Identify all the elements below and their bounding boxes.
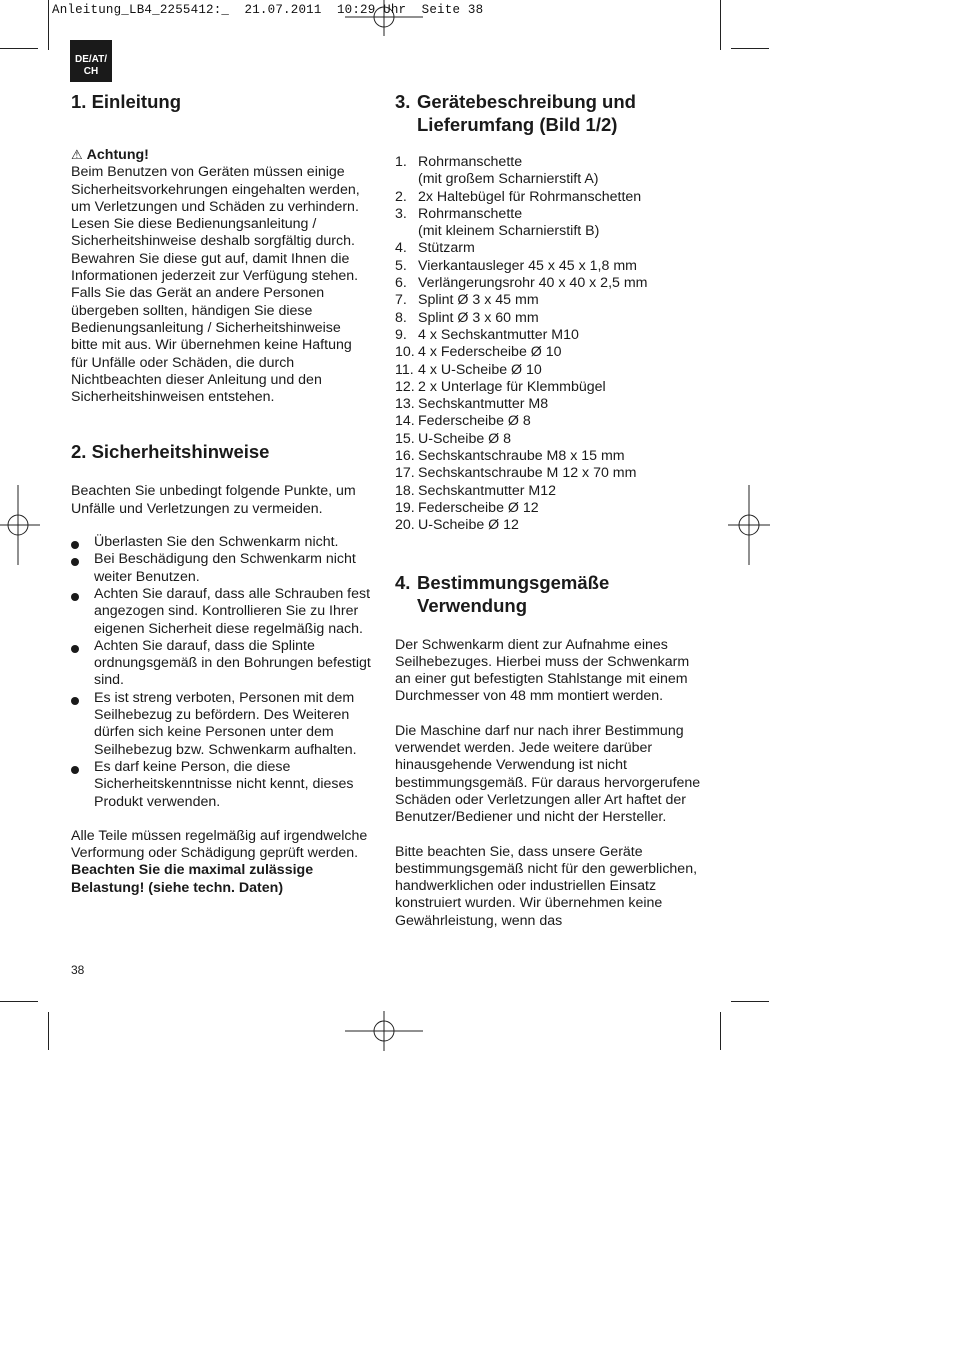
usage-paragraph-1: Der Schwenkarm dient zur Aufnahme eines Seilhebezuges. Hierbei muss der Schwenkarm an einer gut befestigten Stahlstange mit einem Durchmesser von 48 mm montiert werden. xyxy=(395,636,690,705)
registration-mark-left xyxy=(0,485,40,565)
bullet-icon xyxy=(71,697,79,705)
list-item: Achten Sie darauf, dass die Splinte ordnungsgemäß in den Bohrungen befestigt sind. xyxy=(71,638,371,690)
bullet-icon xyxy=(71,593,79,601)
usage-paragraph-2: Die Maschine darf nur nach ihrer Bestimmung verwendet werden. Jede weitere darüber hinausgehende Verwendung ist nicht bestimmungsgemäß. Für daraus hervorgerufene Schäden oder Verletzungen aller Art haftet der Benutzer/Bediener und nicht der Hersteller. xyxy=(395,722,701,826)
bullet-icon xyxy=(71,645,79,653)
parts-list xyxy=(395,154,705,535)
section-4-heading: 4. Bestimmungsgemäße Verwendung xyxy=(395,571,610,616)
section-1-heading: 1. Einleitung xyxy=(71,91,181,112)
registration-mark-top xyxy=(345,0,423,36)
registration-mark-bottom xyxy=(345,1011,423,1051)
crop-mark xyxy=(731,48,769,49)
list-item: Es darf keine Person, die diese Sicherheitskenntnisse nicht kennt, dieses Produkt verwenden. xyxy=(71,759,371,811)
bullet-icon xyxy=(71,558,79,566)
language-badge xyxy=(70,40,112,82)
print-slug: Anleitung_LB4_2255412:_ 21.07.2011 10:29 Uhr Seite 38 xyxy=(52,3,484,17)
list-item: Überlasten Sie den Schwenkarm nicht. xyxy=(71,534,371,551)
list-item: 4. Stützarm xyxy=(395,240,475,257)
crop-mark xyxy=(0,1001,38,1002)
crop-mark xyxy=(720,0,721,50)
list-item: Es ist streng verboten, Personen mit dem Seilhebezug zu befördern. Des Weiteren dürfen sich keine Personen unter dem Seilhebezug bzw. Schwenkarm aufhalten. xyxy=(71,690,371,759)
crop-mark xyxy=(731,1001,769,1002)
list-item: 2. 2x Haltebügel für Rohrmanschetten xyxy=(395,188,642,205)
list-item: 11. 4 x U-Scheibe Ø 10 xyxy=(395,361,542,378)
bullet-icon xyxy=(71,541,79,549)
list-item: 13. Sechskantmutter M8 xyxy=(395,396,549,413)
list-item: 14. Federscheibe Ø 8 xyxy=(395,413,531,430)
inspection-text: Alle Teile müssen regelmäßig auf irgendwelche Verformung oder Schädigung geprüft werden. xyxy=(71,827,368,862)
list-item: 19. Federscheibe Ø 12 xyxy=(395,499,539,516)
list-item: 17. Sechskantschraube M 12 x 70 mm xyxy=(395,465,637,482)
load-warning: Beachten Sie die maximal zulässige Belastung! (siehe techn. Daten) xyxy=(71,862,314,896)
list-item: 6. Verlängerungsrohr 40 x 40 x 2,5 mm xyxy=(395,275,648,292)
bullet-icon xyxy=(71,766,79,774)
list-item: 9. 4 x Sechskantmutter M10 xyxy=(395,326,579,343)
section-2-heading: 2. Sicherheitshinweise xyxy=(71,441,270,463)
crop-mark xyxy=(48,1012,49,1050)
list-item: Bei Beschädigung den Schwenkarm nicht weiter Benutzen. xyxy=(71,551,371,586)
list-item: 20. U-Scheibe Ø 12 xyxy=(395,517,519,534)
list-item: 5. Vierkantausleger 45 x 45 x 1,8 mm xyxy=(395,257,637,274)
crop-mark xyxy=(0,48,38,49)
list-item: 10. 4 x Federscheibe Ø 10 xyxy=(395,344,562,361)
list-item: 7. Splint Ø 3 x 45 mm xyxy=(395,292,539,309)
warning-title: ⚠ Achtung! xyxy=(71,147,149,163)
badge-line-2: CH xyxy=(83,66,99,77)
list-item: 8. Splint Ø 3 x 60 mm xyxy=(395,309,539,326)
registration-mark-right xyxy=(728,485,770,565)
list-item: 1. Rohrmanschette (mit großem Scharnierstift A) xyxy=(395,154,599,188)
safety-list xyxy=(71,534,371,811)
page-number: 38 xyxy=(71,963,85,977)
intro-text: Beim Benutzen von Geräten müssen einige Sicherheitsvorkehrungen eingehalten werden, um Verletzungen und Schäden zu verhindern. Lesen Sie diese Bedienungsanleitung / Sicherheitshinweise deshalb sorgfältig durch. Bewahren Sie diese gut auf, damit Ihnen die Informationen jederzeit zur Verfügung stehen. Falls Sie das Gerät an andere Personen übergeben sollten, händigen Sie diese Bedienungsanleitung / Sicherheitshinweise bitte mit aus. Wir übernehmen keine Haftung für Unfälle oder Schäden, die durch Nichtbeachten dieser Anleitung und den Sicherheitshinweisen entstehen. xyxy=(71,164,360,406)
warning-icon: ⚠ xyxy=(71,147,83,162)
safety-intro: Beachten Sie unbedingt folgende Punkte, um Unfälle und Verletzungen zu vermeiden. xyxy=(71,483,356,517)
crop-mark xyxy=(48,0,49,50)
badge-line-1: DE/AT/ xyxy=(74,54,108,65)
list-item: 18. Sechskantmutter M12 xyxy=(395,482,556,499)
crop-mark xyxy=(720,1012,721,1050)
usage-paragraph-3: Bitte beachten Sie, dass unsere Geräte bestimmungsgemäß nicht für den gewerblichen, handwerklichen oder industriellen Einsatz konstruiert wurden. Wir übernehmen keine Gewährleistung, wenn das xyxy=(395,843,698,929)
list-item: 12. 2 x Unterlage für Klemmbügel xyxy=(395,378,606,395)
list-item: 15. U-Scheibe Ø 8 xyxy=(395,430,512,447)
right-column xyxy=(395,90,705,930)
section-3-heading: 3. Gerätebeschreibung und Lieferumfang (Bild 1/2) xyxy=(395,91,636,135)
list-item: Achten Sie darauf, dass alle Schrauben fest angezogen sind. Kontrollieren Sie zu Ihrer eigenen Sicherheit diese regelmäßig nach. xyxy=(71,586,371,638)
list-item: 16. Sechskantschraube M8 x 15 mm xyxy=(395,448,625,465)
list-item: 3. Rohrmanschette (mit kleinem Scharnierstift B) xyxy=(395,205,600,240)
left-column xyxy=(71,90,371,897)
